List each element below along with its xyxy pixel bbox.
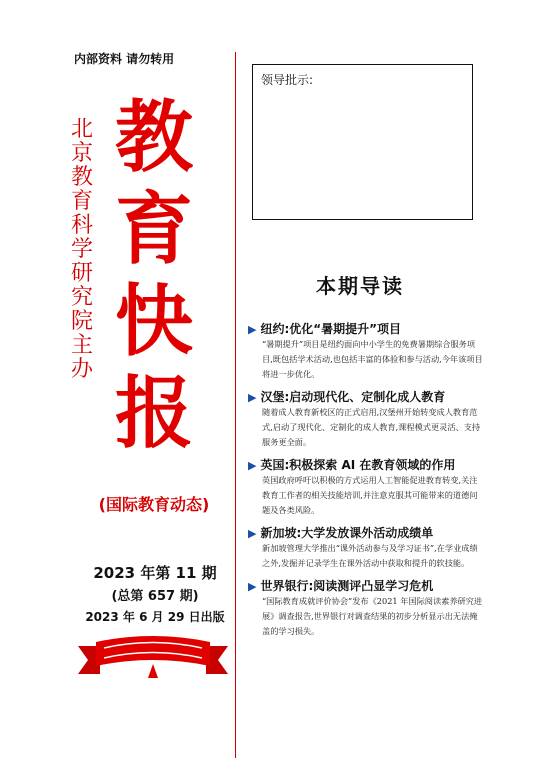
divider-line xyxy=(235,52,236,758)
toc-item xyxy=(248,524,484,571)
triangle-bullet-icon: ▶ xyxy=(248,323,257,336)
ribbon-ornament xyxy=(78,628,228,683)
triangle-bullet-icon: ▶ xyxy=(248,459,257,472)
journal-subtitle: (国际教育动态) xyxy=(98,495,210,514)
issue-number: 2023 年第 11 期 xyxy=(93,564,217,582)
toc-item-heading: 汉堡:启动现代化、定制化成人教育 xyxy=(260,390,446,404)
toc-title: 本期导读 xyxy=(316,274,404,298)
toc-item-summary: 新加坡管理大学推出“课外活动参与及学习证书”,在学业成绩之外,发掘并记录学生在课外活动中获取和提升的软技能。 xyxy=(262,543,478,568)
toc-item-summary: 英国政府呼吁以积极的方式运用人工智能促进教育转变,关注教育工作者的相关技能培训,并注意克服其可能带来的道德问题及各类风险。 xyxy=(262,475,478,515)
issue-info xyxy=(70,562,240,625)
leader-comment-label: 领导批示: xyxy=(261,73,314,87)
toc-item-heading: 世界银行:阅读测评凸显学习危机 xyxy=(260,579,434,593)
toc-list xyxy=(248,320,484,645)
toc-item-heading: 英国:积极探索 AI 在教育领域的作用 xyxy=(260,458,456,472)
toc-item xyxy=(248,577,484,639)
toc-item xyxy=(248,320,484,382)
toc-item-summary: “暑期提升”项目是纽约面向中小学生的免费暑期综合服务项目,既包括学术活动,也包括丰富的体验和参与活动,今年该项目将进一步优化。 xyxy=(262,339,483,379)
leader-comment-box xyxy=(252,64,473,220)
journal-title: 教育快报 xyxy=(114,93,193,459)
sponsor-institute: 北京教育科学研究院 主办 xyxy=(70,117,93,382)
toc-item-summary: 随着成人教育新校区的正式启用,汉堡州开始转变成人教育范式,启动了现代化、定制化的成人教育,课程模式更灵活、支持服务更全面。 xyxy=(262,407,481,447)
toc-item xyxy=(248,388,484,450)
toc-item xyxy=(248,456,484,518)
internal-notice: 内部资料 请勿转用 xyxy=(74,52,175,66)
issue-date: 2023 年 6 月 29 日出版 xyxy=(85,610,225,624)
toc-item-summary: “国际教育成就评价协会”发布《2021 年国际阅读素养研究进展》调查报告,世界银行对调查结果的初步分析显示出无法掩盖的学习损失。 xyxy=(262,596,483,636)
toc-item-heading: 新加坡:大学发放课外活动成绩单 xyxy=(260,526,434,540)
toc-item-heading: 纽约:优化“暑期提升”项目 xyxy=(260,322,402,336)
issue-total: (总第 657 期) xyxy=(111,589,199,604)
triangle-bullet-icon: ▶ xyxy=(248,580,257,593)
triangle-bullet-icon: ▶ xyxy=(248,391,257,404)
triangle-bullet-icon: ▶ xyxy=(248,527,257,540)
